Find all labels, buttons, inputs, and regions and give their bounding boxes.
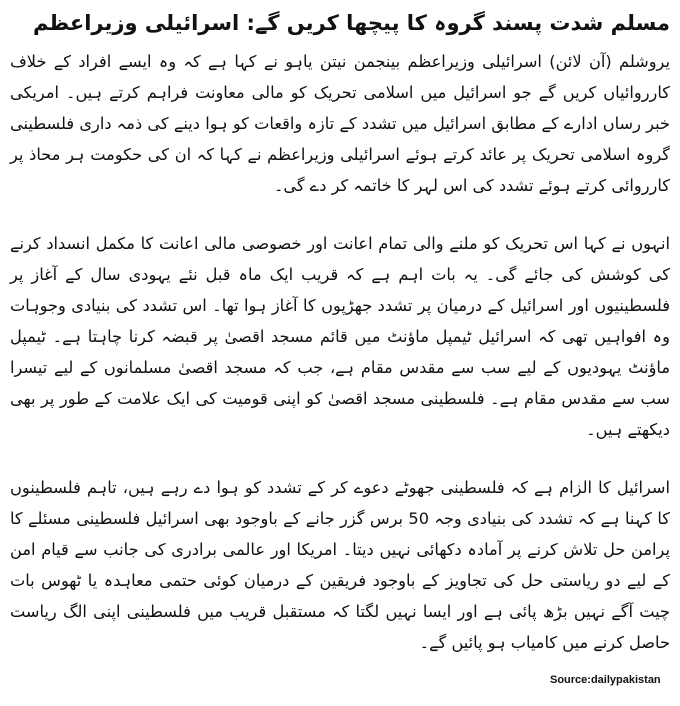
article-headline: مسلم شدت پسند گروہ کا پیچھا کریں گے: اسرائیلی وزیراعظم — [32, 11, 670, 35]
article-paragraph-1: یروشلم (آن لائن) اسرائیلی وزیراعظم بینجمن نیتن یاہو نے کہا ہے کہ وہ ایسے افراد کے خلاف کارروائیاں کریں گے جو اسرائیل میں اسلامی تحریک کو مالی معاونت فراہم کرتے ہیں۔ امریکی خبر رساں ادارے کے مطابق اسرائیل میں تشدد کے تازہ واقعات کو ہوا دینے کی ذمہ داری فلسطینی گروہ اسلامی تحریک پر عائد کرتے ہوئے اسرائیلی وزیراعظم نے کہا کہ ان کی حکومت ہر محاذ پر کارروائی کرتے ہوئے تشدد کی اس لہر کا خاتمہ کر دے گی۔ — [10, 52, 670, 195]
source-credit: Source:dailypakistan — [550, 674, 661, 686]
article-paragraph-2: انہوں نے کہا اس تحریک کو ملنے والی تمام اعانت اور خصوصی مالی اعانت کا مکمل انسداد کرنے کی کوشش کی جائے گی۔ یہ بات اہم ہے کہ قریب ایک ماہ قبل نئے یہودی سال کے آغاز پر فلسطینیوں اور اسرائیل کے درمیان پر تشدد جھڑپوں کا آغاز ہوا تھا۔ اس تشدد کی بنیادی وجوہات وہ افواہیں تھی کہ اسرائیل ٹیمپل ماؤنٹ میں قائم مسجد اقصیٰ پر قبضہ کرنا چاہتا ہے۔ ٹیمپل ماؤنٹ یہودیوں کے لیے سب سے مقدس مقام ہے، جب کہ مسجد اقصیٰ مسلمانوں کے لیے تیسرا سب سے مقدس مقام ہے۔ فلسطینی مسجد اقصیٰ کو اپنی قومیت کی ایک علامت کے طور پر بھی دیکھتے ہیں۔ — [10, 234, 670, 439]
article-paragraph-3: اسرائیل کا الزام ہے کہ فلسطینی جھوٹے دعوے کر کے تشدد کو ہوا دے رہے ہیں، تاہم فلسطینوں کا کہنا ہے کہ تشدد کی بنیادی وجہ 50 برس گزر جانے کے باوجود بھی اسرائیل فلسطینی مسئلے کا پرامن حل تلاش کرنے پر آمادہ دکھائی نہیں دیتا۔ امریکا اور عالمی برادری کی جانب سے قیام امن کے لیے دو ریاستی حل کی تجاویز کے باوجود فریقین کے درمیان کوئی حتمی معاہدہ یا ٹھوس بات چیت آگے نہیں بڑھ پائی ہے اور ایسا نہیں لگتا کہ مستقبل قریب میں فلسطینی اپنی الگ ریاست حاصل کرنے میں کامیاب ہو پائیں گے۔ — [10, 478, 671, 652]
article — [10, 6, 670, 658]
